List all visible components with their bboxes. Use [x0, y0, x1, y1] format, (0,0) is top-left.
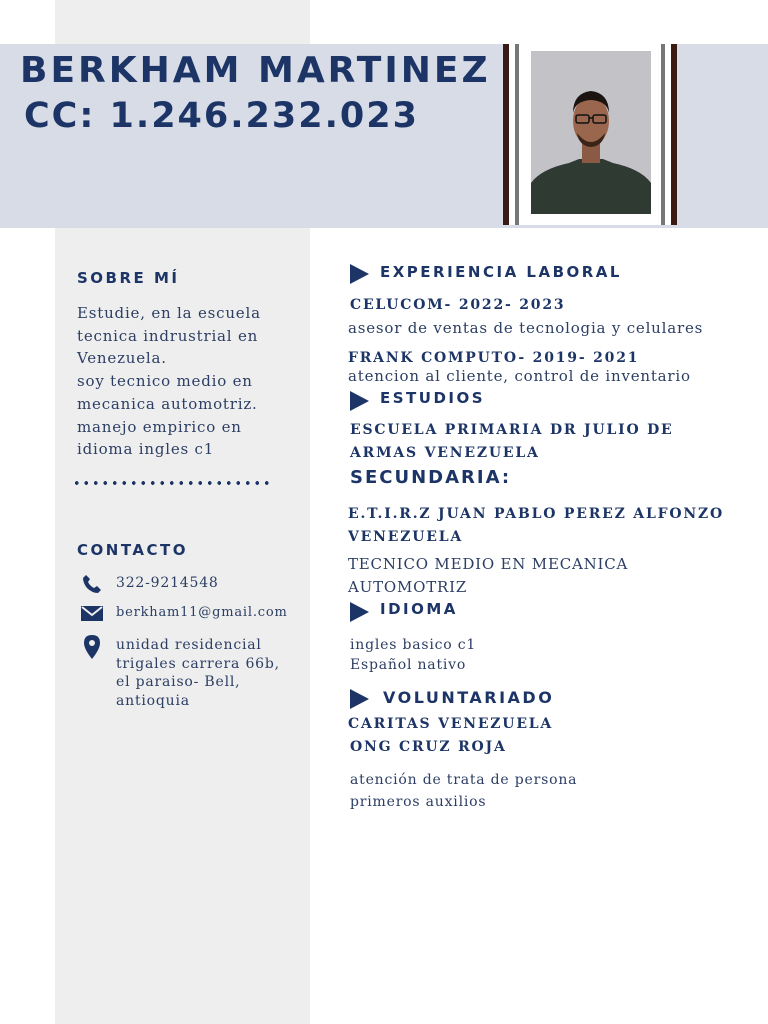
volunteering-activity: primeros auxilios [350, 793, 487, 810]
about-text [77, 302, 302, 461]
about-title: SOBRE MÍ [77, 269, 180, 287]
degree-line: AUTOMOTRIZ [348, 578, 468, 596]
address-line: trigales carrera 66b, [116, 655, 280, 672]
profile-photo [531, 51, 651, 214]
contact-address [116, 636, 280, 710]
secondary-school-line: VENEZUELA [348, 529, 464, 545]
volunteering-activity: atención de trata de persona [350, 772, 578, 788]
about-line: mecanica automotriz. [77, 394, 258, 413]
volunteering-activities [350, 770, 577, 813]
language-item: Español nativo [350, 656, 467, 673]
primary-school [350, 419, 674, 465]
about-line: Estudie, en la escuela [77, 304, 261, 322]
primary-school-line: ARMAS VENEZUELA [350, 445, 540, 461]
dotted-divider [72, 479, 272, 487]
about-line: idioma ingles c1 [77, 440, 215, 459]
secondary-school-line: E.T.I.R.Z JUAN PABLO PEREZ ALFONZO [348, 506, 724, 522]
envelope-icon [80, 605, 104, 622]
address-line: antioquia [116, 692, 190, 709]
triangle-right-icon [350, 602, 369, 622]
job-heading: FRANK COMPUTO- 2019- 2021 [348, 350, 640, 366]
language-item: ingles basico c1 [350, 637, 477, 653]
contact-title: CONTACTO [77, 541, 188, 559]
volunteering-orgs [348, 713, 553, 759]
about-line: manejo empirico en [77, 417, 242, 436]
phone-icon [82, 574, 102, 594]
photo-frame [503, 44, 677, 225]
secondary-title: SECUNDARIA: [350, 467, 512, 488]
volunteering-org: CARITAS VENEZUELA [348, 716, 554, 732]
job-heading: CELUCOM- 2022- 2023 [350, 297, 566, 313]
secondary-school [348, 503, 724, 549]
languages-list [350, 636, 476, 675]
triangle-right-icon [350, 264, 369, 284]
about-line: tecnica indrustrial en [77, 326, 259, 345]
about-line: Venezuela. [77, 349, 167, 368]
job-description: atencion al cliente, control de inventario [348, 367, 691, 385]
address-line: unidad residencial [116, 637, 262, 653]
contact-email[interactable]: berkham11@gmail.com [116, 605, 288, 620]
triangle-right-icon [350, 391, 369, 411]
degree-line: TECNICO MEDIO EN MECANICA [348, 555, 629, 573]
triangle-right-icon [350, 689, 369, 709]
studies-title: ESTUDIOS [380, 389, 486, 407]
id-number: CC: 1.246.232.023 [24, 96, 419, 136]
address-line: el paraiso- Bell, [116, 674, 241, 690]
candidate-name: BERKHAM MARTINEZ [20, 50, 491, 91]
about-line: soy tecnico medio en [77, 372, 253, 391]
primary-school-line: ESCUELA PRIMARIA DR JULIO DE [350, 422, 674, 438]
languages-title: IDIOMA [380, 600, 458, 618]
volunteering-title: VOLUNTARIADO [383, 688, 555, 707]
map-pin-icon [84, 635, 100, 659]
job-description: asesor de ventas de tecnologia y celulares [348, 319, 704, 337]
degree [348, 553, 628, 599]
contact-phone[interactable]: 322-9214548 [116, 575, 219, 591]
experience-title: EXPERIENCIA LABORAL [380, 263, 622, 281]
volunteering-org: ONG CRUZ ROJA [350, 739, 507, 755]
